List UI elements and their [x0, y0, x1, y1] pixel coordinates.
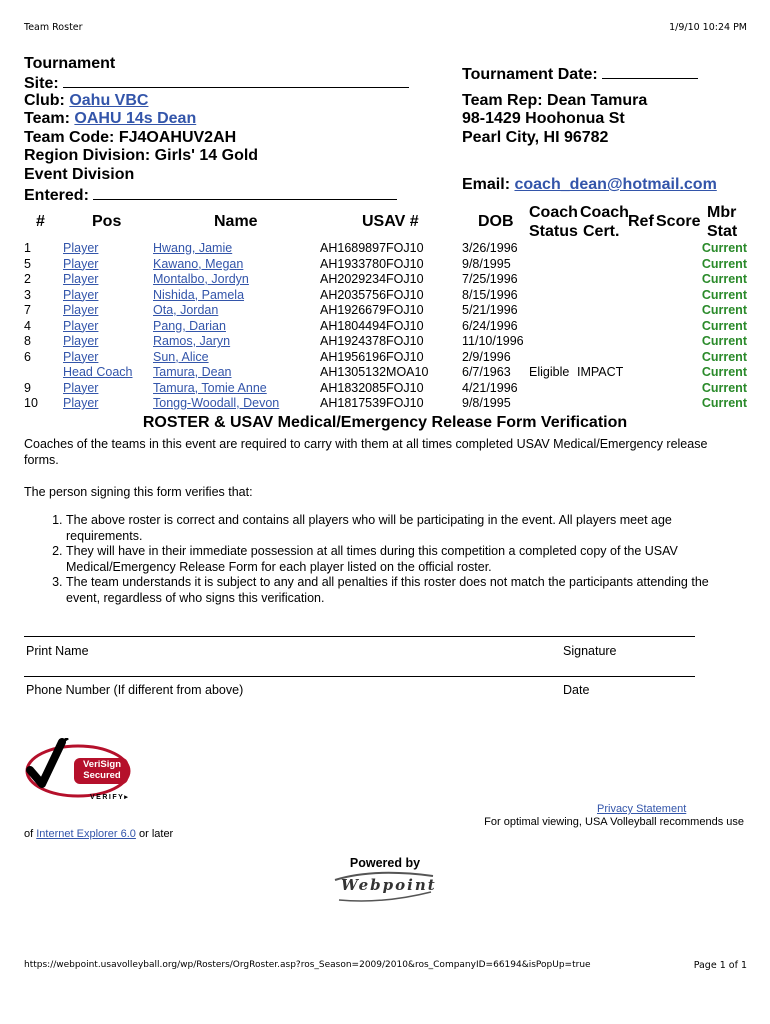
col-header-mbr-bottom: Stat: [707, 223, 738, 240]
row-dob: 8/15/1996: [462, 287, 518, 302]
row-name-link[interactable]: Montalbo, Jordyn: [153, 272, 249, 286]
row-name-link[interactable]: Sun, Alice: [153, 349, 209, 364]
row-usav: AH1804494FOJ10: [320, 318, 424, 333]
row-dob: 5/21/1996: [462, 303, 518, 317]
webpoint-logo[interactable]: [333, 870, 438, 904]
verisign-text-1: VeriSign: [82, 759, 121, 770]
optimal-viewing-text: For optimal viewing, USA Volleyball recommends use: [484, 816, 744, 828]
row-stat: Current: [701, 365, 747, 379]
col-header-coach-status-top: Coach: [529, 204, 578, 221]
table-row: [0, 319, 770, 335]
table-row: [0, 365, 770, 381]
table-row: [0, 350, 770, 366]
region-division: Region Division: Girls' 14 Gold: [24, 147, 259, 164]
print-name-label: Print Name: [26, 644, 89, 658]
row-dob: 11/10/1996: [462, 334, 524, 348]
row-usav: AH2035756FOJ10: [320, 287, 424, 302]
site-blank: [63, 73, 409, 88]
verisign-verify: VERIFY▸: [90, 794, 130, 801]
club-link[interactable]: Oahu VBC: [69, 92, 149, 109]
club-label: Club:: [24, 92, 65, 109]
entered-line: [24, 185, 397, 206]
row-stat: Current: [701, 241, 747, 255]
col-header-ref: Ref: [628, 213, 654, 230]
row-dob: 3/26/1996: [462, 241, 518, 255]
ie-link[interactable]: Internet Explorer 6.0: [36, 828, 136, 840]
email-link[interactable]: coach_dean@hotmail.com: [514, 176, 717, 193]
col-header-pos: Pos: [92, 213, 122, 230]
verification-list: [24, 513, 729, 606]
entered-blank: [93, 185, 397, 200]
col-header-usav: USAV #: [362, 213, 419, 230]
row-name-link[interactable]: Ramos, Jaryn: [153, 334, 231, 348]
row-usav: AH2029234FOJ10: [320, 272, 424, 286]
row-name-link[interactable]: Nishida, Pamela: [153, 287, 245, 302]
row-stat: Current: [701, 349, 747, 364]
row-usav: AH1926679FOJ10: [320, 303, 424, 317]
row-coach-cert: IMPACT: [577, 365, 624, 379]
col-header-mbr-top: Mbr: [707, 204, 737, 221]
footer-url: https://webpoint.usavolleyball.org/wp/Rosters/OrgRoster.asp?ros_Season=2009/2010&ros_CompanyID=66194&isPopUp=true: [24, 960, 591, 970]
row-name-link[interactable]: Tamura, Dean: [153, 365, 232, 379]
row-stat: Current: [701, 396, 747, 410]
row-pos-link[interactable]: Player: [63, 256, 99, 271]
row-name-link[interactable]: Hwang, Jamie: [153, 241, 233, 255]
row-num: 6: [24, 349, 31, 364]
row-num: 5: [24, 256, 31, 271]
team-code: Team Code: FJ4OAHUV2AH: [24, 129, 237, 146]
club-line: [24, 92, 148, 111]
row-dob: 7/25/1996: [462, 272, 518, 286]
row-dob: 6/24/1996: [462, 318, 518, 333]
verisign-text-2: Secured: [83, 770, 121, 781]
tournament-date-line: [462, 64, 698, 85]
row-dob: 9/8/1995: [462, 256, 511, 271]
webpoint-wordmark: Webpoint: [341, 876, 437, 894]
verification-item-1: 1. The above roster is correct and contains all players who will be participating in the event. All players meet age requirements.: [66, 513, 729, 544]
powered-by: Powered by: [349, 856, 421, 870]
team-line: [24, 110, 196, 129]
col-header-coach-status-bottom: Status: [529, 223, 578, 240]
date-label: Date: [563, 683, 590, 697]
page-header-title: Team Roster: [24, 22, 83, 33]
team-rep: Team Rep: Dean Tamura: [462, 92, 648, 109]
row-pos-link[interactable]: Player: [63, 303, 99, 317]
email-label: Email:: [462, 176, 511, 193]
row-num: 1: [24, 241, 31, 255]
table-row: [0, 241, 770, 257]
team-link[interactable]: OAHU 14s Dean: [74, 110, 197, 127]
privacy-link[interactable]: Privacy Statement: [597, 803, 687, 815]
row-stat: Current: [701, 318, 747, 333]
row-name-link[interactable]: Kawano, Megan: [153, 256, 244, 271]
row-usav: AH1933780FOJ10: [320, 256, 424, 271]
col-header-coach-cert-top: Coach: [580, 204, 629, 221]
print-name-line: [24, 636, 695, 637]
tournament-label: Tournament: [24, 55, 116, 72]
row-stat: Current: [701, 303, 747, 317]
row-coach-status: Eligible: [529, 365, 570, 379]
row-pos-link[interactable]: Player: [63, 334, 99, 348]
row-stat: Current: [701, 380, 747, 395]
row-usav: AH1817539FOJ10: [320, 396, 424, 410]
verification-item-2: 2. They will have in their immediate possession at all times during this competition a completed copy of the USAV Medical/Emergency Release Form for each player listed on the official roster.: [66, 544, 729, 575]
table-row: [0, 288, 770, 304]
row-num: 4: [24, 318, 31, 333]
table-row: [0, 257, 770, 273]
browser-note-later: or later: [138, 828, 174, 840]
team-label: Team:: [24, 110, 70, 127]
phone-label: Phone Number (If different from above): [26, 683, 244, 697]
row-dob: 6/7/1963: [462, 365, 511, 379]
col-header-name: Name: [214, 213, 258, 230]
row-stat: Current: [701, 334, 747, 348]
row-usav: AH1956196FOJ10: [320, 349, 424, 364]
row-usav: AH1305132MOA10: [320, 365, 429, 379]
table-row: [0, 334, 770, 350]
row-pos-link[interactable]: Player: [63, 349, 99, 364]
row-num: 3: [24, 287, 31, 302]
verification-item-3: 3. The team understands it is subject to any and all penalties if this roster does not match the participants attending the event, regardless of who signs this verification.: [66, 575, 729, 606]
browser-note-of: of: [24, 828, 34, 840]
row-num: 2: [24, 272, 31, 286]
verification-title: ROSTER & USAV Medical/Emergency Release Form Verification: [142, 414, 628, 431]
tournament-date-blank: [602, 64, 698, 79]
verisign-badge[interactable]: [24, 738, 139, 804]
footer-page: Page 1 of 1: [693, 960, 747, 971]
phone-line: [24, 676, 695, 677]
site-line: [24, 73, 409, 94]
browser-note: [24, 828, 173, 840]
site-label: Site:: [24, 75, 59, 92]
table-row: [0, 272, 770, 288]
row-pos-link[interactable]: Player: [63, 318, 99, 333]
roster-table-body: [0, 241, 770, 413]
row-usav: AH1689897FOJ10: [320, 241, 424, 255]
address-line1: 98-1429 Hoohonua St: [462, 110, 625, 127]
row-stat: Current: [701, 272, 747, 286]
col-header-num: #: [36, 213, 45, 230]
verification-lead: The person signing this form verifies that:: [24, 485, 253, 499]
row-num: 9: [24, 380, 31, 395]
table-row: [0, 396, 770, 412]
row-dob: 4/21/1996: [462, 380, 518, 395]
row-pos-link[interactable]: Head Coach: [63, 365, 133, 379]
table-row: [0, 303, 770, 319]
row-usav: AH1924378FOJ10: [320, 334, 424, 348]
row-dob: 9/8/1995: [462, 396, 511, 410]
row-pos-link[interactable]: Player: [63, 287, 99, 302]
row-name-link[interactable]: Ota, Jordan: [153, 303, 219, 317]
row-stat: Current: [701, 287, 747, 302]
row-num: 7: [24, 303, 31, 317]
col-header-dob: DOB: [478, 213, 514, 230]
row-pos-link[interactable]: Player: [63, 241, 99, 255]
signature-label: Signature: [563, 644, 617, 658]
email-line: [462, 176, 717, 195]
row-stat: Current: [701, 256, 747, 271]
tournament-date-label: Tournament Date:: [462, 66, 598, 83]
row-usav: AH1832085FOJ10: [320, 380, 424, 395]
row-name-link[interactable]: Pang, Darian: [153, 318, 226, 333]
page-header-date: 1/9/10 10:24 PM: [669, 22, 747, 33]
col-header-score: Score: [656, 213, 701, 230]
row-num: 10: [24, 396, 38, 410]
entered-label: Entered:: [24, 187, 89, 204]
row-name-link[interactable]: Tamura, Tomie Anne: [153, 380, 267, 395]
row-num: 8: [24, 334, 31, 348]
event-division-label: Event Division: [24, 166, 135, 183]
row-dob: 2/9/1996: [462, 349, 511, 364]
row-pos-link[interactable]: Player: [63, 380, 99, 395]
row-name-link[interactable]: Tongg-Woodall, Devon: [153, 396, 280, 410]
table-row: [0, 381, 770, 397]
verification-intro: Coaches of the teams in this event are required to carry with them at all times completed USAV Medical/Emergency release forms.: [24, 437, 708, 467]
address-line2: Pearl City, HI 96782: [462, 129, 609, 146]
row-pos-link[interactable]: Player: [63, 396, 99, 410]
col-header-coach-cert-bottom: Cert.: [583, 223, 620, 240]
row-pos-link[interactable]: Player: [63, 272, 99, 286]
